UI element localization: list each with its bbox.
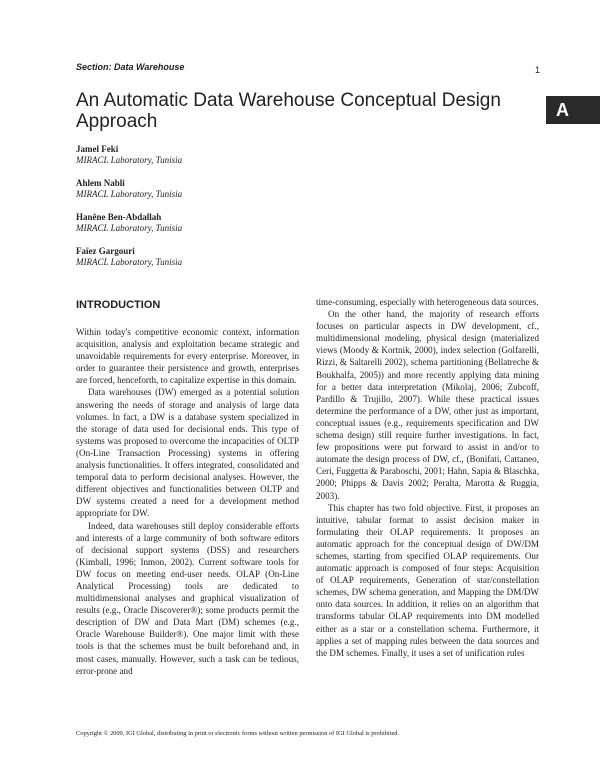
body-paragraph: Within today's competitive economic context, information acquisition, analysis and exploitation became strategic and unavoidable requirements for every enterprise. Moreover, in order to guarantee their persistence and growth, enterprises are forced, henceforth, to capitalize expertise in this domain. bbox=[76, 327, 299, 386]
body-paragraph: time-consuming, especially with heterogeneous data sources. bbox=[316, 297, 539, 307]
author-entry bbox=[76, 178, 376, 200]
author-affiliation: MIRACL Laboratory, Tunisia bbox=[76, 257, 183, 267]
author-entry bbox=[76, 246, 376, 268]
body-paragraph: On the other hand, the majority of research efforts focuses on particular aspects in DW development, cf., multidimensional modeling, physical design (materialized views (Moody & Kortnik, 2000), index selection (Golfarelli, Rizzi, & Saltarelli 2002), schema partitioning (Bellatreche & Boukhalfa, 2005)) and more recently applying data mining for a better data interpretation (Mikolaj, 2006; Zubcoff, Pardillo & Trujillo, 2007). While these practical issues determine the performance of a DW, other just as important, conceptual issues (e.g., requirements specification and DW schema design) still require further investigations. In fact, few propositions were put forward to assist in and/or to automate the design process of DW, cf., (Bonifati, Cattaneo, Ceri, Fuggetta & Paraboschi, 2001; Hahn, Sapia & Blaschka, 2000; Phipps & Davis 2002; Peralta, Marotta & Ruggia, 2003). bbox=[316, 309, 539, 501]
author-list bbox=[76, 144, 376, 280]
section-heading: INTRODUCTION bbox=[76, 299, 161, 311]
author-name: Jamel Feki bbox=[76, 144, 119, 154]
author-name: Ahlem Nabli bbox=[76, 178, 125, 188]
author-affiliation: MIRACL Laboratory, Tunisia bbox=[76, 223, 183, 233]
author-affiliation: MIRACL Laboratory, Tunisia bbox=[76, 189, 183, 199]
body-paragraph: Indeed, data warehouses still deploy considerable efforts and interests of a large community of both software editors of decisional support systems (DSS) and researchers (Kimball, 1996; Inmon, 2002). Current software tools for DW focus on meeting end-user needs. OLAP (On-Line Analytical Processing) tools are dedicated to multidimensional analyses and graphical visualization of results (e.g., Oracle Discoverer®); some products permit the description of DW and Data Mart (DM) schemes (e.g., Oracle Warehouse Builder®). One major limit with these tools is that the schemes must be built beforehand and, in most cases, manually. However, such a task can be tedious, error-prone and bbox=[76, 520, 299, 676]
author-entry bbox=[76, 212, 376, 234]
right-column bbox=[316, 296, 539, 659]
body-paragraph: Data warehouses (DW) emerged as a potential solution answering the needs of storage and analysis of large data volumes. In fact, a DW is a database system specialized in the storage of data used for decisional ends. This type of systems was proposed to overcome the incapacities of OLTP (On-Line Transaction Processing) systems in offering analysis functionalities. It offers integrated, consolidated and temporal data to perform decisional analyses. However, the different objectives and functionalities between OLTP and DW systems created a need for a development method appropriate for DW. bbox=[76, 387, 299, 519]
chapter-letter-tab: A bbox=[546, 96, 600, 124]
body-paragraph: This chapter has two fold objective. First, it proposes an intuitive, tabular format to assist decision maker in formulating their OLAP requirements. It proposes an automatic approach for the conceptual design of DW/DM schemes, starting from specified OLAP requirements. Our automatic approach is composed of four steps: Acquisition of OLAP requirements, Generation of star/constellation schemes, DW schema generation, and Mapping the DM/DW onto data sources. In addition, it relies on an algorithm that transforms tabular OLAP requirements into DM modelled either as a star or a constellation schema. Furthermore, it applies a set of mapping rules between the data sources and the DM schemes. Finally, it uses a set of unification rules bbox=[316, 502, 539, 658]
copyright-footer: Copyright © 2009, IGI Global, distributing in print or electronic forms without written permission of IGI Global is prohibited. bbox=[76, 730, 400, 737]
author-affiliation: MIRACL Laboratory, Tunisia bbox=[76, 155, 183, 165]
author-name: Hanêne Ben-Abdallah bbox=[76, 212, 162, 222]
left-column bbox=[76, 298, 299, 677]
article-title: An Automatic Data Warehouse Conceptual Design Approach bbox=[76, 90, 501, 132]
page-number: 1 bbox=[535, 65, 541, 75]
author-entry bbox=[76, 144, 376, 166]
section-label: Section: Data Warehouse bbox=[76, 62, 185, 72]
author-name: Faïez Gargouri bbox=[76, 246, 135, 256]
